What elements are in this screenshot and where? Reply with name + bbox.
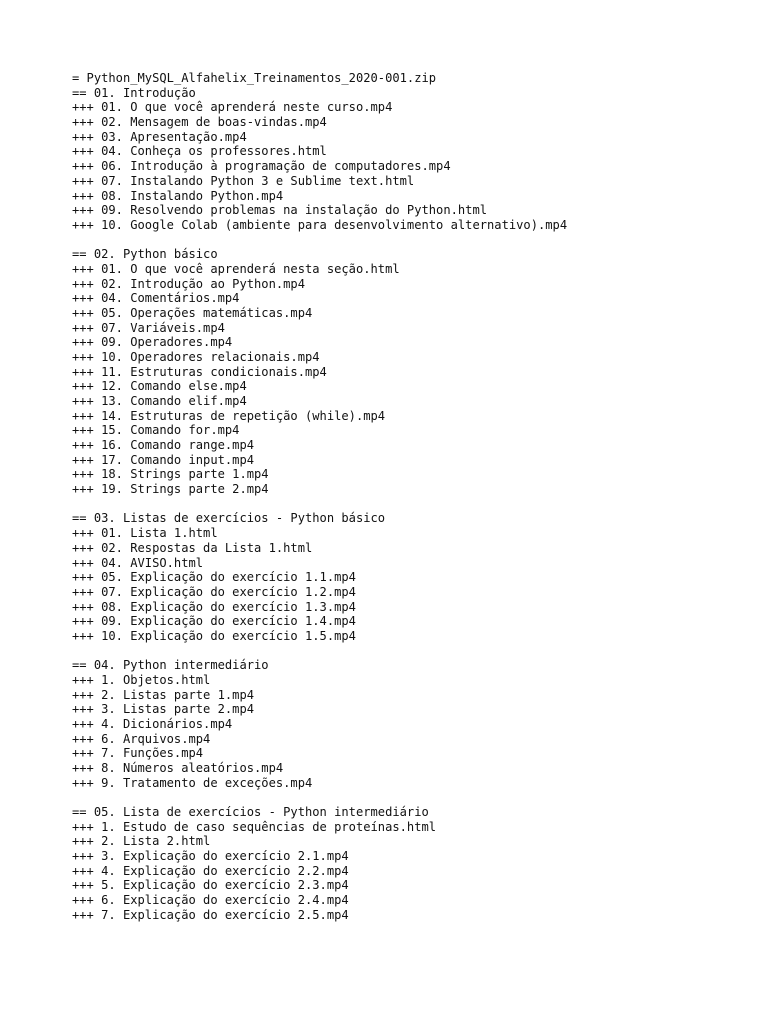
list-item: +++ 12. Comando else.mp4 [72,379,247,394]
list-item: +++ 09. Explicação do exercício 1.4.mp4 [72,614,356,629]
section-spacer [72,497,752,512]
list-item: +++ 9. Tratamento de exceções.mp4 [72,775,313,790]
section-header: == 04. Python intermediário [72,658,269,673]
list-item: +++ 17. Comando input.mp4 [72,452,255,467]
section-spacer [72,644,752,659]
list-item: +++ 4. Explicação do exercício 2.2.mp4 [72,863,349,878]
list-item: +++ 3. Listas parte 2.mp4 [72,702,255,717]
section-header: == 03. Listas de exercícios - Python básico [72,511,386,526]
list-item: +++ 01. O que você aprenderá nesta seção.html [72,261,400,276]
list-item: +++ 1. Estudo de caso sequências de proteínas.html [72,819,437,834]
list-item: +++ 04. Conheça os professores.html [72,144,327,159]
list-item: +++ 7. Funções.mp4 [72,746,204,761]
list-item: +++ 11. Estruturas condicionais.mp4 [72,364,327,379]
section-introducao [72,86,752,233]
list-item: +++ 02. Respostas da Lista 1.html [72,540,313,555]
list-item: +++ 10. Explicação do exercício 1.5.mp4 [72,628,356,643]
list-item: +++ 08. Explicação do exercício 1.3.mp4 [72,599,356,614]
archive-title: = Python_MySQL_Alfahelix_Treinamentos_2020-001.zip [72,71,437,85]
list-item: +++ 19. Strings parte 2.mp4 [72,482,269,497]
list-item: +++ 3. Explicação do exercício 2.1.mp4 [72,849,349,864]
list-item: +++ 6. Explicação do exercício 2.4.mp4 [72,893,349,908]
section-header: == 01. Introdução [72,85,196,100]
list-item: +++ 04. AVISO.html [72,555,204,570]
list-item: +++ 01. O que você aprenderá neste curso.mp4 [72,100,393,115]
list-item: +++ 09. Resolvendo problemas na instalação do Python.html [72,203,488,218]
section-python-basico [72,247,752,497]
list-item: +++ 16. Comando range.mp4 [72,438,255,453]
list-item: +++ 2. Lista 2.html [72,834,211,849]
list-item: +++ 5. Explicação do exercício 2.3.mp4 [72,878,349,893]
list-item: +++ 08. Instalando Python.mp4 [72,188,284,203]
list-item: +++ 07. Variáveis.mp4 [72,320,225,335]
list-item: +++ 06. Introdução à programação de computadores.mp4 [72,159,451,174]
list-item: +++ 18. Strings parte 1.mp4 [72,467,269,482]
list-item: +++ 14. Estruturas de repetição (while).mp4 [72,408,386,423]
section-listas-exercicios-basico [72,511,752,643]
section-spacer [72,233,752,248]
list-item: +++ 03. Apresentação.mp4 [72,129,247,144]
list-item: +++ 02. Introdução ao Python.mp4 [72,276,305,291]
section-python-intermediario [72,658,752,790]
list-item: +++ 7. Explicação do exercício 2.5.mp4 [72,907,349,922]
list-item: +++ 02. Mensagem de boas-vindas.mp4 [72,115,327,130]
list-item: +++ 2. Listas parte 1.mp4 [72,687,255,702]
list-item: +++ 8. Números aleatórios.mp4 [72,761,284,776]
list-item: +++ 10. Operadores relacionais.mp4 [72,349,320,364]
section-lista-exercicios-intermediario [72,805,752,923]
list-item: +++ 1. Objetos.html [72,672,211,687]
list-item: +++ 15. Comando for.mp4 [72,423,240,438]
section-spacer [72,790,752,805]
list-item: +++ 09. Operadores.mp4 [72,335,233,350]
section-header: == 05. Lista de exercícios - Python intermediário [72,805,429,819]
list-item: +++ 01. Lista 1.html [72,526,218,541]
list-item: +++ 05. Operações matemáticas.mp4 [72,305,313,320]
list-item: +++ 05. Explicação do exercício 1.1.mp4 [72,570,356,585]
list-item: +++ 10. Google Colab (ambiente para desenvolvimento alternativo).mp4 [72,217,568,232]
list-item: +++ 07. Instalando Python 3 e Sublime text.html [72,173,415,188]
list-item: +++ 04. Comentários.mp4 [72,291,240,306]
list-item: +++ 4. Dicionários.mp4 [72,716,233,731]
list-item: +++ 6. Arquivos.mp4 [72,731,211,746]
section-header: == 02. Python básico [72,247,218,262]
list-item: +++ 13. Comando elif.mp4 [72,394,247,409]
list-item: +++ 07. Explicação do exercício 1.2.mp4 [72,584,356,599]
file-listing-document [72,71,752,923]
